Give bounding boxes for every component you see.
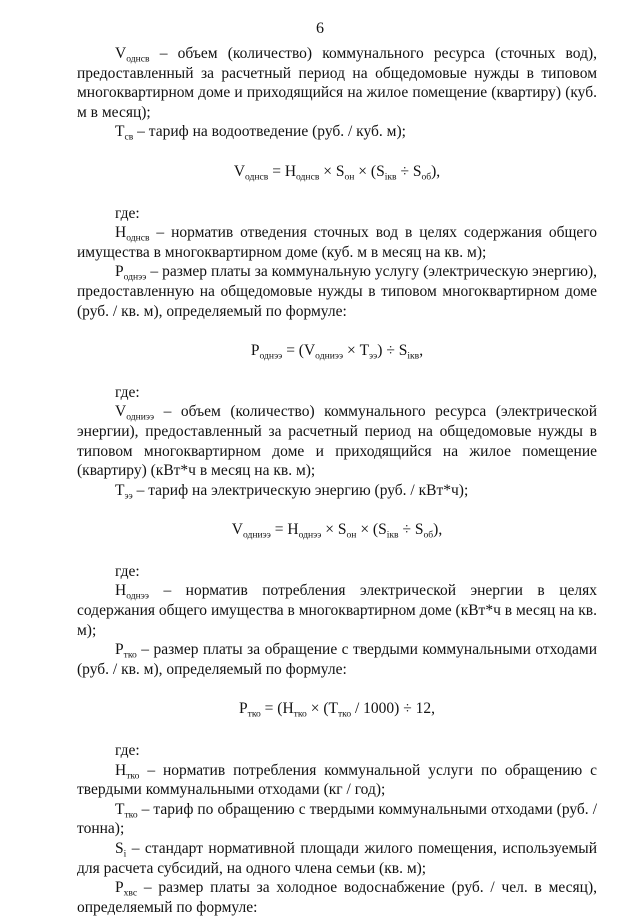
formula-p-odnee: $P_{однээ} = (V_{одниээ} \times T_{ээ}) \div S_{iкв}$, [250,342,424,362]
definition-h-tko: $H_{тко}$ – норматив потребления коммунальной услуги по обращению с твердыми коммунальными отходами (кг / год); [77,761,597,799]
definition-h-odnee: $H_{однээ}$ – норматив потребления электрической энергии в целях содержания общего имущества в многоквартирном доме (кВт*ч в месяц на кв. м); [77,582,597,639]
formula-p-tko: $P_{тко} = (H_{тко} \times (T_{тко} / 1000) \div 12$, [239,700,435,720]
formula-v-odnsv: $V_{однсв} = H_{однсв} \times S_{он} \times (S_{iкв} \div S_{об})$, [233,162,441,183]
where-label: где: [115,562,140,580]
definition-p-odnee: $P_{однээ}$ – размер платы за коммунальную услугу (электрическую энергию), предоставленную на общедомовые нужды в типовом многоквартирном доме (руб. / кв. м), определяемый по формуле: [77,263,597,320]
definition-p-tko: $P_{тко}$ – размер платы за обращение с твердыми коммунальными отходами (руб. / кв. м), определяемый по формуле: [77,641,597,678]
definition-v-odniee: $V_{одниээ}$ – объем (количество) коммунального ресурса (электрической энергии), предоставленный за расчетный период на общедомовые нужды в типовом многоквартирном доме и приходящийся на жилое помещение (квартиру) (кВт*ч в месяц на кв. м); [77,403,597,480]
formula-v-odniee: $V_{одниээ} = H_{однээ} \times S_{он} \times (S_{iкв} \div S_{об})$, [231,521,443,541]
definition-p-hvs: $P_{хвс}$ – размер платы за холодное водоснабжение (руб. / чел. в месяц), определяемый по формуле: [77,879,597,916]
definition-t-ee: $T_{ээ}$ – тариф на электрическую энергию (руб. / кВт*ч); [115,481,469,502]
page-number: 6 [316,20,324,37]
where-label: где: [115,204,140,222]
definition-t-sv: $T_{св}$ – тариф на водоотведение (руб. / куб. м); [115,123,406,143]
definition-h-odnsv: $H_{однсв}$ – норматив отведения сточных вод в целях содержания общего имущества в многоквартирном доме (куб. м в месяц на кв. м); [77,224,597,261]
definition-s-i: $S_i$ – стандарт нормативной площади жилого помещения, используемый для расчета субсидий, на одного члена семьи (кв. м); [77,840,597,877]
definition-t-tko: $T_{тко}$ – тариф по обращению с твердыми коммунальными отходами (руб. / тонна); [77,800,597,838]
where-label: где: [115,742,140,760]
where-label: где: [115,383,140,401]
definition-v-odnsv: $V_{однсв}$ – объем (количество) коммунального ресурса (сточных вод), предоставленный за расчетный период на общедомовые нужды в типовом многоквартирном доме и приходящийся на жилое помещение (квартиру) (куб. м в месяц); [77,45,597,121]
document-body [77,44,597,917]
